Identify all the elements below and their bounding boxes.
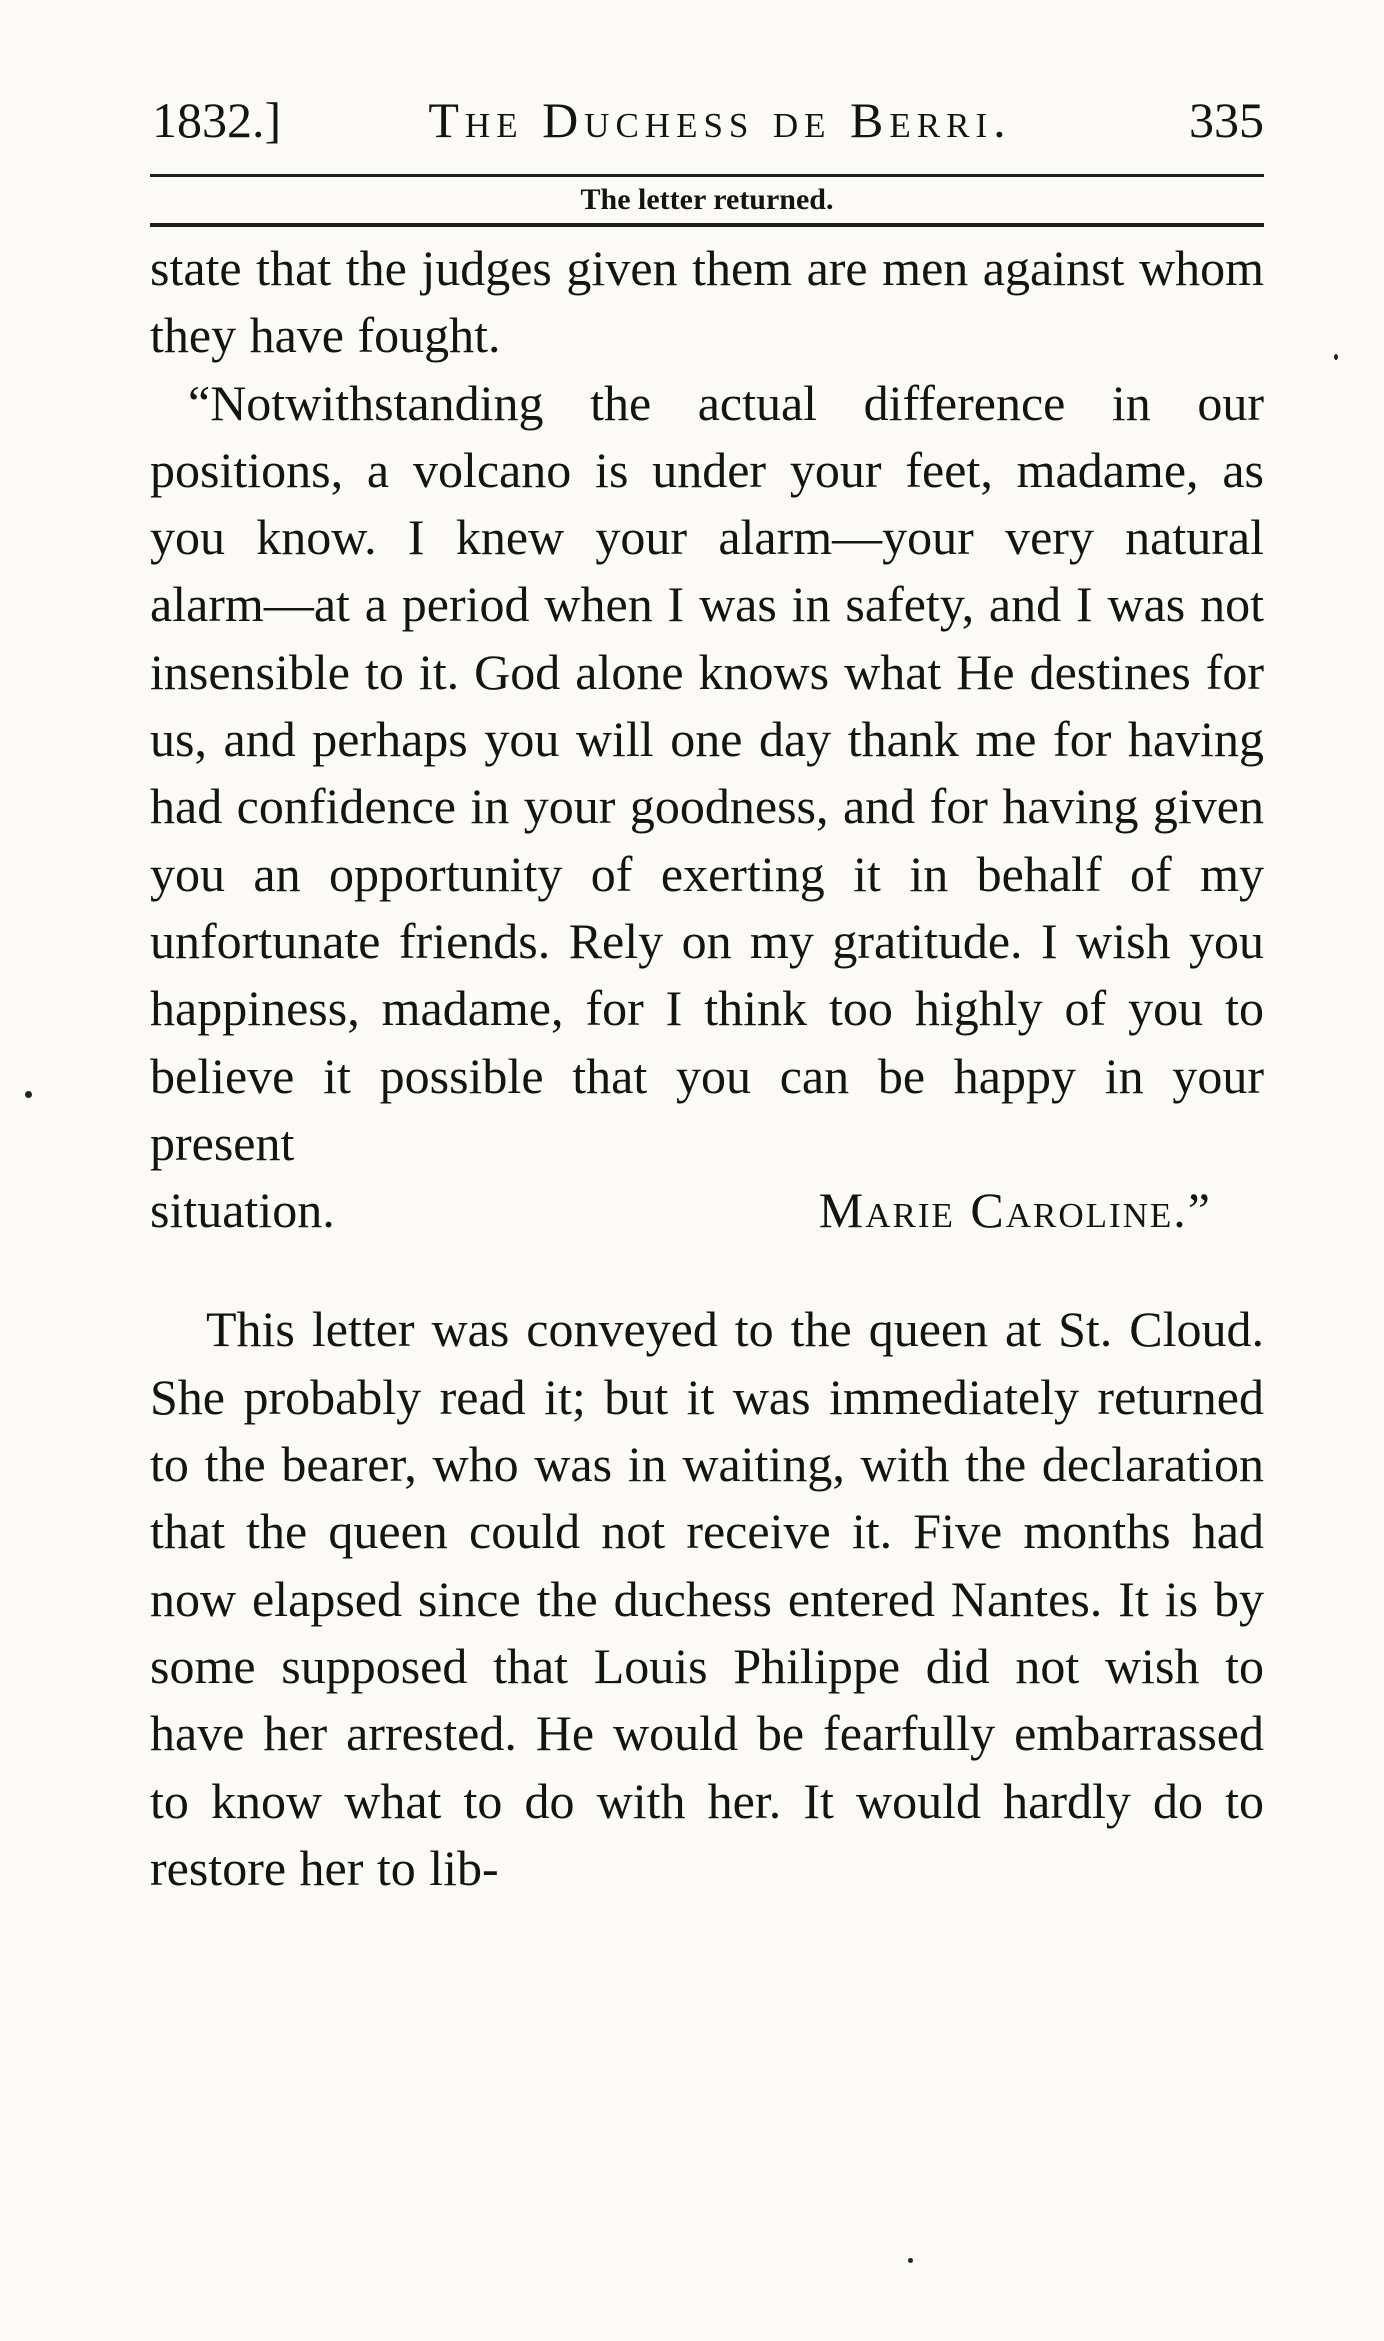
running-head-year: 1832.] bbox=[152, 92, 282, 148]
letter-closing bbox=[150, 1177, 1264, 1244]
paper-speck bbox=[908, 2258, 913, 2263]
letter-signature: Marie Caroline.” bbox=[818, 1182, 1212, 1239]
section-subheading: The letter returned. bbox=[580, 183, 834, 216]
page-number: 335 bbox=[1189, 92, 1264, 148]
running-head bbox=[150, 80, 1264, 160]
paper-speck bbox=[1334, 354, 1338, 360]
book-page bbox=[150, 80, 1264, 1902]
narrative-paragraph: This letter was conveyed to the queen at St. Cloud. She probably read it; but it was immediately returned to the bearer, who was in waiting, with the declaration that the queen could not receive it. Five months had now elapsed since the duchess entered Nantes. It is by some supposed that Louis Philippe did not wish to have her arrested. He would be fearfully embarrassed to know what to do with her. It would hardly do to restore her to lib- bbox=[150, 1301, 1264, 1896]
running-head-title: The Duchess de Berri. bbox=[428, 92, 1012, 148]
letter-paragraph: “Notwithstanding the actual difference in our positions, a volcano is under your feet, madame, as you know. I knew your alarm—your very natural alarm—at a period when I was in safety, and I was not insensible to it. God alone knows what He destines for us, and perhaps you will one day thank me for having had confidence in your goodness, and for having given you an opportunity of exerting it in behalf of my unfortunate friends. Rely on my gratitude. I wish you happiness, madame, for I think too highly of you to believe it possible that you can be happy in your present bbox=[150, 374, 1264, 1171]
continued-paragraph: state that the judges given them are men against whom they have fought. bbox=[150, 240, 1264, 364]
paper-speck bbox=[25, 1091, 32, 1098]
body-text bbox=[150, 235, 1264, 1902]
closing-word: situation. bbox=[150, 1182, 335, 1239]
header-rule-bottom bbox=[150, 223, 1264, 227]
